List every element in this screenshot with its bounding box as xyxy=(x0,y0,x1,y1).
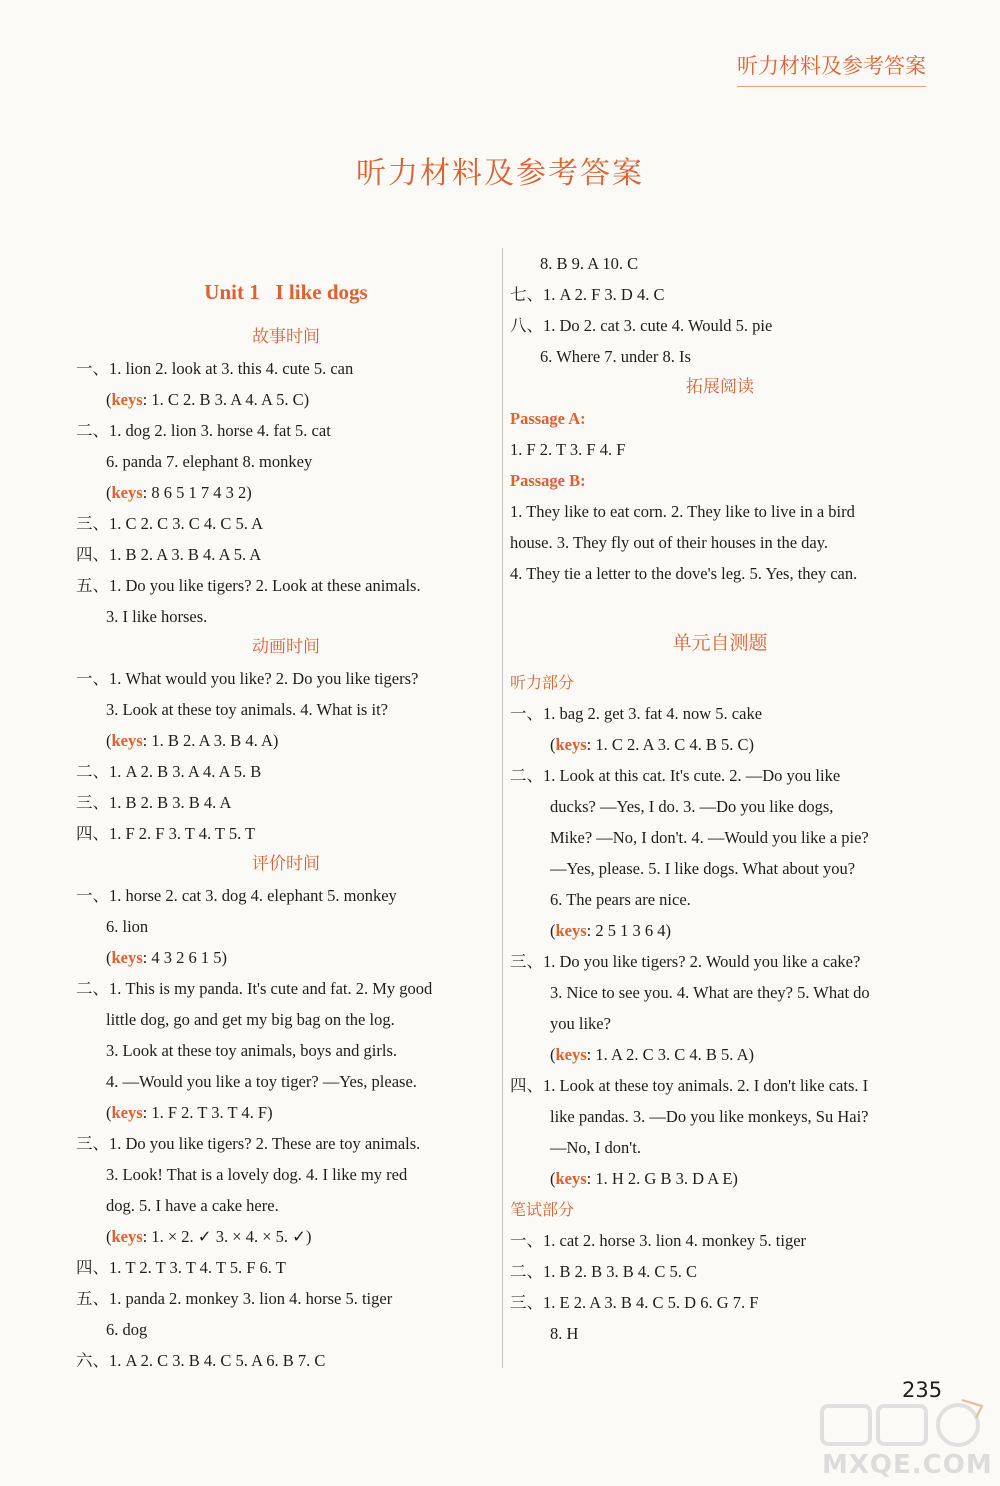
answer-line: 1. They like to eat corn. 2. They like to live in a bird xyxy=(510,502,855,521)
answer-line: you like? xyxy=(550,1014,611,1033)
answer-line: 6. panda 7. elephant 8. monkey xyxy=(106,452,313,471)
page-title: 听力材料及参考答案 xyxy=(356,156,644,191)
section-heading-reading: 拓展阅读 xyxy=(686,377,754,397)
keys-values: : 1. C 2. B 3. A 4. A 5. C) xyxy=(142,390,310,409)
answer-line: (keys: 1. C 2. A 3. C 4. B 5. C) xyxy=(550,735,754,754)
keys-label: keys xyxy=(111,390,143,409)
answer-line: 二、1. Look at this cat. It's cute. 2. —Do you like xyxy=(510,766,841,785)
keys-label: keys xyxy=(111,948,143,967)
answer-line: (keys: 4 3 2 6 1 5) xyxy=(106,948,228,967)
keys-label: keys xyxy=(555,921,587,940)
answer-line: 四、1. T 2. T 3. T 4. T 5. F 6. T xyxy=(76,1258,286,1277)
answer-line: 一、1. What would you like? 2. Do you like tigers? xyxy=(76,669,419,688)
answer-line: 4. —Would you like a toy tiger? —Yes, please. xyxy=(106,1072,417,1091)
keys-label: keys xyxy=(111,1103,143,1122)
answer-line: (keys: 1. A 2. C 3. C 4. B 5. A) xyxy=(550,1045,754,1064)
section-heading-evaluate: 评价时间 xyxy=(252,854,320,874)
answer-line: ducks? —Yes, I do. 3. —Do you like dogs, xyxy=(550,797,834,816)
unit-number: Unit 1 xyxy=(204,280,260,304)
answer-line: 4. They tie a letter to the dove's leg. 5. Yes, they can. xyxy=(510,564,858,583)
answer-line: 三、1. B 2. B 3. B 4. A xyxy=(76,793,232,812)
unit-heading xyxy=(76,270,496,314)
answer-line: (keys: 1. C 2. B 3. A 4. A 5. C) xyxy=(106,390,310,409)
passage-b-label: Passage B: xyxy=(510,471,586,490)
answer-line: 1. F 2. T 3. F 4. F xyxy=(510,440,626,459)
answer-line: (keys: 1. H 2. G B 3. D A E) xyxy=(550,1169,738,1188)
answer-line: 6. lion xyxy=(106,917,149,936)
section-heading-story: 故事时间 xyxy=(252,327,320,347)
unit-title: I like dogs xyxy=(275,280,368,304)
answer-line: like pandas. 3. —Do you like monkeys, Su Hai? xyxy=(550,1107,869,1126)
keys-values: : 1. × 2. ✓ 3. × 4. × 5. ✓) xyxy=(142,1227,312,1246)
watermark-text: MXQE.COM xyxy=(822,1450,993,1480)
answer-line: 五、1. panda 2. monkey 3. lion 4. horse 5. tiger xyxy=(76,1289,393,1308)
answer-line: 三、1. Do you like tigers? 2. These are toy animals. xyxy=(76,1134,421,1153)
answer-line: 3. Look! That is a lovely dog. 4. I like my red xyxy=(106,1165,408,1184)
answer-line: 四、1. B 2. A 3. B 4. A 5. A xyxy=(76,545,262,564)
answer-line: 6. The pears are nice. xyxy=(550,890,691,909)
answer-line: (keys: 8 6 5 1 7 4 3 2) xyxy=(106,483,252,502)
keys-values: : 1. B 2. A 3. B 4. A) xyxy=(142,731,279,750)
answer-line: 二、1. A 2. B 3. A 4. A 5. B xyxy=(76,762,262,781)
section-heading-selftest: 单元自测题 xyxy=(672,632,768,654)
answer-line: —Yes, please. 5. I like dogs. What about you? xyxy=(550,859,856,878)
section-heading-cartoon: 动画时间 xyxy=(252,637,320,657)
keys-values: : 1. F 2. T 3. T 4. F) xyxy=(142,1103,273,1122)
keys-values: : 8 6 5 1 7 4 3 2) xyxy=(142,483,252,502)
right-column xyxy=(510,248,930,1349)
keys-values: : 4 3 2 6 1 5) xyxy=(142,948,228,967)
keys-label: keys xyxy=(111,483,143,502)
keys-values: : 1. H 2. G B 3. D A E) xyxy=(586,1169,738,1188)
answer-line: (keys: 2 5 1 3 6 4) xyxy=(550,921,672,940)
answer-line: 二、1. This is my panda. It's cute and fat. 2. My good xyxy=(76,979,433,998)
answer-line: 八、1. Do 2. cat 3. cute 4. Would 5. pie xyxy=(510,316,773,335)
page-number: 235 xyxy=(902,1378,943,1402)
answer-line: (keys: 1. × 2. ✓ 3. × 4. × 5. ✓) xyxy=(106,1227,312,1246)
answer-line: 3. I like horses. xyxy=(106,607,208,626)
answer-line: 三、1. C 2. C 3. C 4. C 5. A xyxy=(76,514,264,533)
answer-line: 四、1. Look at these toy animals. 2. I don't like cats. I xyxy=(510,1076,869,1095)
keys-values: : 2 5 1 3 6 4) xyxy=(586,921,672,940)
answer-line: 8. B 9. A 10. C xyxy=(540,254,639,273)
keys-values: : 1. C 2. A 3. C 4. B 5. C) xyxy=(586,735,754,754)
answer-line: 一、1. lion 2. look at 3. this 4. cute 5. can xyxy=(76,359,354,378)
answer-line: —No, I don't. xyxy=(550,1138,641,1157)
answer-line: 七、1. A 2. F 3. D 4. C xyxy=(510,285,665,304)
column-divider xyxy=(502,248,503,1368)
keys-label: keys xyxy=(555,1045,587,1064)
answer-line: 三、1. E 2. A 3. B 4. C 5. D 6. G 7. F xyxy=(510,1293,759,1312)
keys-values: : 1. A 2. C 3. C 4. B 5. A) xyxy=(586,1045,754,1064)
answer-line: 6. Where 7. under 8. Is xyxy=(540,347,691,366)
answer-line: 3. Nice to see you. 4. What are they? 5. What do xyxy=(550,983,870,1002)
keys-label: keys xyxy=(555,1169,587,1188)
left-column xyxy=(76,270,496,1376)
keys-label: keys xyxy=(111,731,143,750)
answer-line: 一、1. horse 2. cat 3. dog 4. elephant 5. monkey xyxy=(76,886,397,905)
answer-line: Mike? —No, I don't. 4. —Would you like a pie? xyxy=(550,828,869,847)
answer-line: (keys: 1. B 2. A 3. B 4. A) xyxy=(106,731,279,750)
answer-line: 8. H xyxy=(550,1324,579,1343)
answer-line: 三、1. Do you like tigers? 2. Would you like a cake? xyxy=(510,952,861,971)
answer-line: little dog, go and get my big bag on the log. xyxy=(106,1010,395,1029)
answer-line: 一、1. bag 2. get 3. fat 4. now 5. cake xyxy=(510,704,763,723)
answer-line: house. 3. They fly out of their houses in the day. xyxy=(510,533,829,552)
answer-line: 3. Look at these toy animals. 4. What is it? xyxy=(106,700,388,719)
answer-line: 二、1. dog 2. lion 3. horse 4. fat 5. cat xyxy=(76,421,331,440)
answer-line: 五、1. Do you like tigers? 2. Look at these animals. xyxy=(76,576,421,595)
passage-a-label: Passage A: xyxy=(510,409,586,428)
answer-line: 二、1. B 2. B 3. B 4. C 5. C xyxy=(510,1262,698,1281)
answer-line: 3. Look at these toy animals, boys and girls. xyxy=(106,1041,397,1060)
answer-line: 四、1. F 2. F 3. T 4. T 5. T xyxy=(76,824,256,843)
answer-line: (keys: 1. F 2. T 3. T 4. F) xyxy=(106,1103,273,1122)
answer-line: 六、1. A 2. C 3. B 4. C 5. A 6. B 7. C xyxy=(76,1351,326,1370)
answer-line: dog. 5. I have a cake here. xyxy=(106,1196,279,1215)
answer-line: 一、1. cat 2. horse 3. lion 4. monkey 5. tiger xyxy=(510,1231,807,1250)
subsection-listening: 听力部分 xyxy=(510,673,575,692)
keys-label: keys xyxy=(555,735,587,754)
answer-line: 6. dog xyxy=(106,1320,148,1339)
running-head: 听力材料及参考答案 xyxy=(737,50,926,87)
subsection-written: 笔试部分 xyxy=(510,1200,575,1219)
keys-label: keys xyxy=(111,1227,143,1246)
